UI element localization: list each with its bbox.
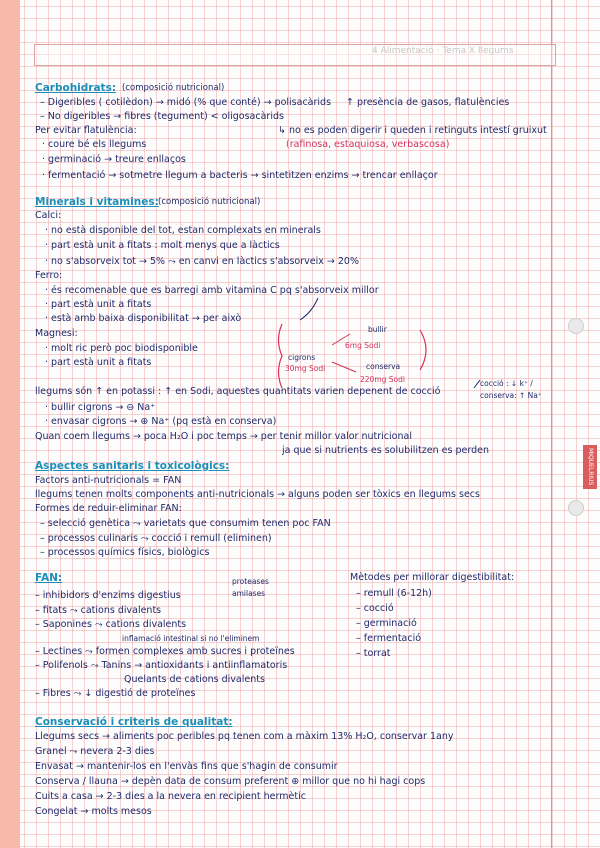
note-line: llegums tenen molts components anti-nutricionals → alguns poden ser tòxics en llegums secs (35, 489, 480, 500)
note-line: cocció : ↓ k⁺ / conserva: ↑ Na⁺ (480, 379, 542, 400)
red-brace-left (279, 324, 283, 388)
note-line: · germinació → treure enllaços (42, 154, 186, 165)
note-line: · fermentació → sotmetre llegum a bacteris → sintetitzen enzims → trencar enllaçor (42, 170, 438, 181)
metodes-item: – torrat (356, 648, 391, 659)
note-line: – inhibidors d'enzims digestius (35, 590, 181, 601)
note-line: Envasat → mantenir-los en l'envàs fins que s'hagin de consumir (35, 761, 338, 772)
note-line: – Saponines ⤳ cations divalents (35, 619, 187, 630)
header-faint-text: 4 Alimentació · Tema X llegums (372, 46, 514, 56)
note-line: proteases (232, 577, 269, 586)
note-line: · part està unit a fitats (45, 357, 152, 368)
note-line: – Polifenols ⤳ Tanins → antioxidants i antiinflamatoris (35, 660, 288, 671)
diagram-value: 6mg Sodi (345, 341, 381, 350)
note-line: – processos químics físics, biològics (40, 547, 210, 558)
heading-note: (composició nutricional) (122, 83, 225, 93)
diagram-label: cigrons (288, 353, 316, 362)
subheading-magnesi: Magnesi: (35, 328, 78, 339)
note-line: amilases (232, 589, 266, 598)
metodes-item: – cocció (356, 603, 394, 614)
heading-note: (composició nutricional) (158, 197, 261, 207)
section-heading-conservacio: Conservació i criteris de qualitat: (35, 716, 233, 728)
note-line-red: (rafinosa, estaquiosa, verbascosa) (286, 139, 450, 150)
metodes-item: – remull (6-12h) (356, 588, 432, 599)
section-heading-minerals: Minerals i vitamines: (35, 196, 159, 208)
note-line: – selecció genètica ⤳ varietats que consumim tenen poc FAN (40, 518, 331, 529)
brand-tab: MIQUELRIUS (583, 445, 597, 489)
note-line: · no està disponible del tot, estan complexats en minerals (45, 225, 321, 236)
note-line: · coure bé els llegums (42, 139, 147, 150)
note-line: Llegums secs → aliments poc peribles pq tenen com a màxim 13% H₂O, conservar 1any (35, 731, 454, 742)
note-line: · molt ric però poc biodisponible (45, 343, 198, 354)
note-line: ↳ no es poden digerir i queden i retinguts intestí gruixut (278, 125, 547, 136)
note-line: llegums són ↑ en potassi : ↑ en Sodi, aquestes quantitats varien depenent de cocció (35, 386, 441, 397)
note-line: · no s'absorveix tot → 5% ⤳ en canvi en làctics s'absorveix → 20% (45, 256, 359, 267)
blue-arrow (474, 380, 480, 388)
diagram-value: 220mg Sodi (360, 375, 405, 384)
note-line: · bullir cigrons → ⊖ Na⁺ (45, 402, 156, 413)
note-line: Formes de reduir-eliminar FAN: (35, 503, 182, 514)
note-line: Congelat → molts mesos (35, 806, 152, 817)
note-line: – Fibres ⤳ ↓ digestió de proteïnes (35, 688, 196, 699)
section-heading-aspectes: Aspectes sanitaris i toxicològics: (35, 460, 230, 472)
note-line: – No digeribles → fibres (tegument) < oligosacàrids (40, 111, 284, 122)
note-line: · part està unit a fitats : molt menys que a làctics (45, 240, 280, 251)
note-line: Quan coem llegums → poca H₂O i poc temps → per tenir millor valor nutricional (35, 431, 412, 442)
subheading-calci: Calci: (35, 210, 62, 221)
note-line: Cuits a casa → 2-3 dies a la nevera en recipient hermètic (35, 791, 306, 802)
diagram-label: bullir (368, 325, 387, 334)
note-line: · part està unit a fitats (45, 299, 152, 310)
note-line: Per evitar flatulència: (35, 125, 137, 136)
red-arrow (332, 362, 356, 372)
note-line: Quelants de cations divalents (124, 674, 265, 685)
note-line: ja que si nutrients es solubilitzen es perden (282, 445, 489, 456)
note-line: · és recomenable que es barregi amb vitamina C pq s'absorveix millor (45, 285, 379, 296)
diagram-label: conserva (366, 362, 401, 371)
note-line: Conserva / llauna → depèn data de consum preferent ⊕ millor que no hi hagi cops (35, 776, 426, 787)
metodes-item: – germinació (356, 618, 417, 629)
note-line: inflamació intestinal si no l'eliminem (122, 634, 260, 643)
note-line: – processos culinaris ⤳ cocció i remull (eliminen) (40, 533, 272, 544)
section-heading-carbohidrats: Carbohidrats: (35, 82, 117, 94)
red-arrow (332, 334, 350, 345)
note-line: · envasar cigrons → ⊕ Na⁺ (pq està en conserva) (45, 416, 277, 427)
note-line: · està amb baixa disponibilitat → per això (45, 313, 242, 324)
red-brace-right (420, 330, 426, 370)
note-line: – fitats ⤳ cations divalents (35, 605, 162, 616)
subheading-ferro: Ferro: (35, 270, 63, 281)
note-line: Factors anti-nutricionals = FAN (35, 475, 182, 486)
metodes-title: Mètodes per millorar digestibilitat: (350, 572, 515, 583)
diagram-value: 30mg Sodi (285, 364, 326, 373)
section-heading-fan: FAN: (35, 572, 63, 584)
note-line: ↑ presència de gasos, flatulències (346, 97, 510, 108)
note-line: – Lectines ⤳ formen complexes amb sucres i proteïnes (35, 646, 295, 657)
note-line: – Digeribles ( cotilèdon) → midó (% que conté) → polisacàrids (40, 97, 332, 108)
blue-arrow (300, 298, 318, 320)
note-line: Granel ⤳ nevera 2-3 dies (35, 746, 155, 757)
metodes-item: – fermentació (356, 633, 422, 644)
